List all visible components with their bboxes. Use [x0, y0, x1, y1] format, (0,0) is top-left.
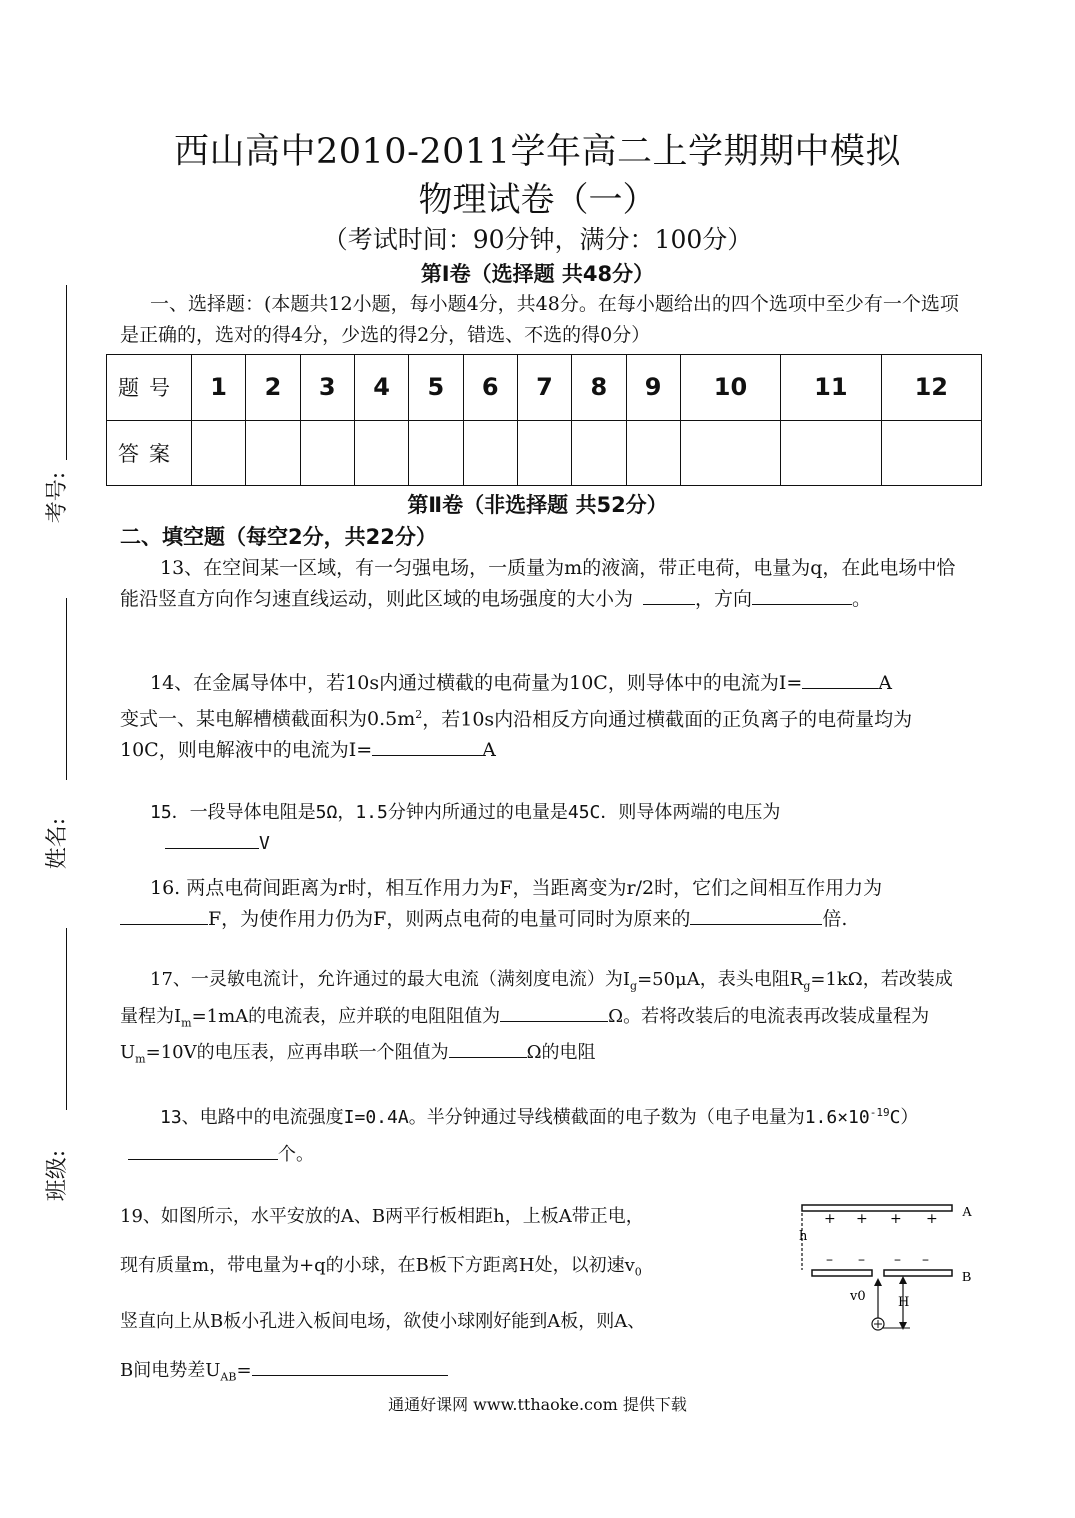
plate-b-left — [812, 1270, 872, 1276]
question-number: 12 — [881, 355, 981, 421]
question-19 — [120, 1192, 770, 1401]
q15-text: 15．一段导体电阻是5Ω，1.5分钟内所通过的电量是45C．则导体两端的电压为 — [150, 802, 781, 823]
fill-in-section-title: 二、填空题（每空2分，共22分） — [120, 525, 437, 549]
big-h-arrow-bottom — [899, 1322, 907, 1330]
row-label-tihao: 题号 — [107, 355, 192, 421]
q19-line2: 现有质量m，带电量为+q的小球，在B板下方距离H处，以初速v — [120, 1255, 635, 1276]
plus-sign: + — [856, 1211, 868, 1227]
minus-sign: – — [858, 1252, 865, 1268]
part1-heading: 第Ⅰ卷（选择题 共48分） — [420, 262, 655, 286]
q17-sub-m1: m — [181, 1016, 192, 1030]
q16-text-b: F，为使作用力仍为F，则两点电荷的电量可同时为原来的 — [208, 908, 691, 930]
question-number: 11 — [781, 355, 881, 421]
footer-text: 通通好课网 www.tthaoke.com 提供下载 — [388, 1395, 687, 1414]
question-number: 2 — [246, 355, 300, 421]
answer-cell[interactable] — [881, 420, 981, 486]
q16-blank-2[interactable] — [690, 904, 822, 925]
q19-sub-ab: AB — [220, 1370, 237, 1384]
question-number: 7 — [517, 355, 571, 421]
answer-cell[interactable] — [781, 420, 881, 486]
answer-cell[interactable] — [626, 420, 680, 486]
q15-blank[interactable] — [165, 828, 259, 849]
question-number: 6 — [463, 355, 517, 421]
q13-text-c: 。 — [852, 588, 872, 610]
question-16 — [120, 873, 966, 935]
page-title: 西山高中2010-2011学年高二上学期期中模拟 — [174, 132, 901, 172]
q18-blank[interactable] — [128, 1139, 278, 1160]
q13-blank-magnitude[interactable] — [643, 584, 695, 605]
part1-instructions-text: 一、选择题：(本题共12小题，每小题4分，共48分。在每小题给出的四个选项中至少有一个选项是正确的，选对的得4分，少选的得2分，错选、不选的得0分） — [120, 293, 959, 346]
q17-sub-m2: m — [135, 1052, 146, 1066]
minus-sign: – — [922, 1252, 929, 1268]
question-number: 9 — [626, 355, 680, 421]
q13-text-b: ，方向 — [695, 588, 753, 610]
answer-table-row-answers — [107, 420, 982, 486]
q17-text-f: =10V的电压表，应再串联一个阻值为 — [145, 1042, 449, 1064]
q17-sub-g1: g — [630, 979, 638, 993]
q17-blank-2[interactable] — [449, 1037, 527, 1058]
question-number: 8 — [572, 355, 626, 421]
plus-sign: + — [890, 1211, 902, 1227]
q19-blank[interactable] — [252, 1355, 448, 1376]
q17-blank-1[interactable] — [500, 1001, 608, 1022]
question-14 — [120, 668, 966, 766]
answer-cell[interactable] — [572, 420, 626, 486]
q17-text: 17、一灵敏电流计，允许通过的最大电流（满刻度电流）为I — [150, 969, 631, 990]
q18-superscript: -19 — [869, 1106, 890, 1119]
plus-sign: + — [824, 1211, 836, 1227]
answer-cell[interactable] — [409, 420, 463, 486]
v0-label: v0 — [850, 1289, 866, 1304]
q17-text-b: =50μA，表头电阻R — [637, 969, 804, 990]
exam-info: （考试时间：90分钟，满分：100分） — [322, 225, 753, 254]
q14-unit-1: A — [878, 672, 892, 694]
q16-text: 16. 两点电荷间距离为r时，相互作用力为F，当距离变为r/2时，它们之间相互作用力为 — [150, 877, 883, 899]
q17-text-d: =1mA的电流表，应并联的电阻阻值为 — [191, 1005, 501, 1027]
h-label: h — [799, 1229, 808, 1244]
velocity-arrow-head — [874, 1278, 882, 1286]
question-number: 4 — [354, 355, 408, 421]
q14-variant-text-b: ，若10s内沿相反方向通过横截面的正负离子的电荷量均为10C，则电解液中的电流为I= — [120, 708, 913, 762]
answer-cell[interactable] — [680, 420, 780, 486]
q19-sub-0: 0 — [634, 1265, 642, 1279]
question-17 — [120, 965, 966, 1074]
q18-text-b: C） — [889, 1107, 919, 1128]
q18-text: 13、电路中的电流强度I=0.4A。半分钟通过导线横截面的电子数为（电子电量为1.6×10 — [160, 1107, 870, 1128]
q19-equals: = — [236, 1359, 252, 1381]
part1-instructions — [120, 289, 966, 351]
q15-unit: V — [259, 833, 270, 854]
q14-variant-text: 变式一、某电解槽横截面积为0.5m — [120, 708, 416, 731]
q18-text-c: 个。 — [278, 1144, 314, 1165]
page-subtitle-title: 物理试卷（一） — [418, 180, 657, 220]
q17-text-g: Ω的电阻 — [526, 1042, 596, 1064]
answer-cell[interactable] — [246, 420, 300, 486]
q14-blank-1[interactable] — [802, 668, 878, 689]
plate-b-right — [884, 1270, 952, 1276]
big-h-arrow-top — [899, 1276, 907, 1284]
minus-sign: – — [826, 1252, 833, 1268]
question-18 — [120, 1094, 966, 1173]
q14-unit-2: A — [482, 739, 496, 762]
question-13 — [120, 553, 966, 615]
q17-text-e: Ω。若将改装后的电流表再改装成量程为U — [120, 1005, 930, 1064]
q19-line3: 竖直向上从B板小孔进入板间电场，欲使小球刚好能到A板，则A、 — [120, 1310, 646, 1332]
answer-cell[interactable] — [192, 420, 246, 486]
question-number: 3 — [300, 355, 354, 421]
row-label-daan: 答案 — [107, 420, 192, 486]
kaohao-label: 考号: — [45, 471, 71, 524]
question-15 — [120, 797, 966, 859]
q14-superscript: 2 — [415, 708, 423, 721]
q16-blank-1[interactable] — [120, 904, 208, 925]
q13-blank-direction[interactable] — [752, 584, 852, 605]
q17-sub-g2: g — [803, 979, 811, 993]
q19-line4: B间电势差U — [120, 1359, 221, 1381]
q14-text: 14、在金属导体中，若10s内通过横截的电荷量为10C，则导体中的电流为I= — [150, 672, 803, 694]
q13-text: 13、在空间某一区域，有一匀强电场，一质量为m的液滴，带正电荷，电量为q，在此电场中恰能沿竖直方向作匀速直线运动，则此区域的电场强度的大小为 — [120, 557, 956, 610]
sidebar-line-kaohao — [66, 285, 67, 460]
sidebar-line-banji — [66, 928, 67, 1110]
sidebar-line-xingming — [66, 598, 67, 780]
q14-blank-2[interactable] — [372, 735, 482, 756]
answer-cell[interactable] — [463, 420, 517, 486]
q16-text-c: 倍. — [822, 908, 848, 930]
big-h-label: H — [898, 1295, 910, 1310]
answer-cell[interactable] — [517, 420, 571, 486]
minus-sign: – — [894, 1252, 901, 1268]
answer-cell[interactable] — [300, 420, 354, 486]
parallel-plates-figure — [790, 1196, 990, 1336]
q17-text-c: =1kΩ，若改装成量程为I — [120, 969, 953, 1027]
plate-a-label: A — [962, 1205, 973, 1220]
plate-b-label: B — [962, 1270, 972, 1285]
plus-sign: + — [926, 1211, 938, 1227]
question-number: 5 — [409, 355, 463, 421]
answer-table — [106, 354, 982, 486]
question-number: 10 — [680, 355, 780, 421]
q19-line1: 19、如图所示，水平安放的A、B两平行板相距h，上板A带正电， — [120, 1206, 644, 1227]
answer-cell[interactable] — [354, 420, 408, 486]
part2-heading: 第Ⅱ卷（非选择题 共52分） — [407, 493, 668, 517]
xingming-label: 姓名: — [45, 817, 71, 870]
question-number: 1 — [192, 355, 246, 421]
answer-table-row-numbers — [107, 355, 982, 421]
banji-label: 班级: — [45, 1149, 71, 1202]
